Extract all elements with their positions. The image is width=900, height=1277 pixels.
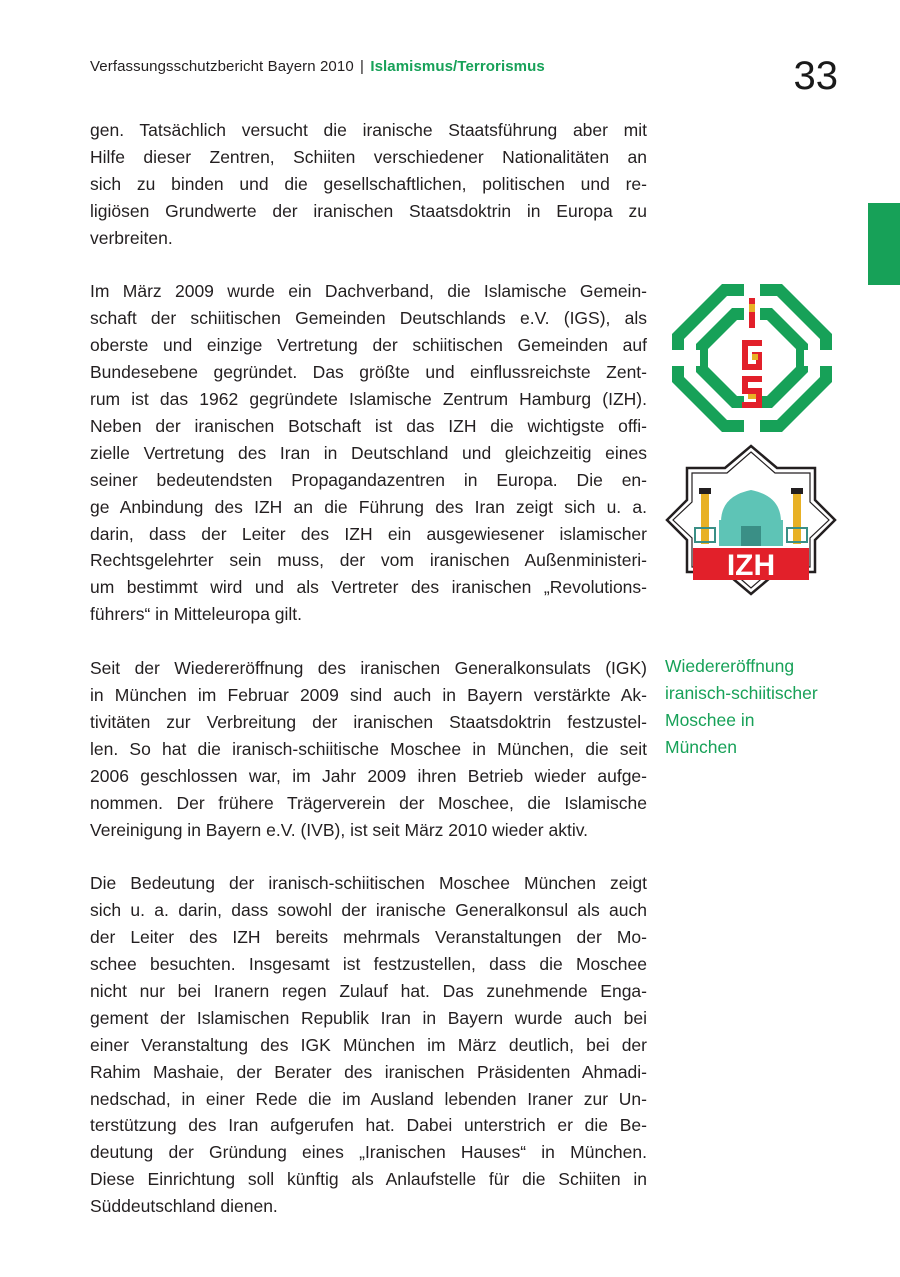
margin-note [665, 653, 818, 761]
text-line: Die Bedeutung der iranisch-schiitischen Moschee München zeigt [90, 873, 647, 894]
text-line: um bestimmt wird und als Vertreter des iranischen „Revolutions- [90, 577, 647, 598]
text-line: Rechtsgelehrter sein muss, der vom iranischen Außenministeri- [90, 550, 647, 571]
text-line: der Leiter des IZH bereits mehrmals Veranstaltungen der Mo- [90, 927, 647, 948]
text-line: nicht nur bei Iranern regen Zulauf hat. Das zunehmende Enga- [90, 980, 647, 1001]
paragraph-4 [90, 870, 647, 1220]
text-line: sich zu binden und die gesellschaftlichen, politischen und re- [90, 173, 647, 194]
section-tab-marker [868, 203, 900, 285]
text-line: oberste und einzige Vertretung der schiitischen Gemeinden auf [90, 335, 647, 356]
text-line: Hilfe dieser Zentren, Schiiten verschiedener Nationalitäten an [90, 146, 647, 167]
paragraph-1 [90, 117, 647, 252]
text-line: nedschad, in einer Rede die im Ausland lebenden Iraner zur Un- [90, 1088, 647, 1109]
text-line: terstützung des Iran aufgerufen hat. Dabei unterstrich er die Be- [90, 1115, 647, 1136]
text-line: tivitäten zur Verbreitung der iranischen Staatsdoktrin festzustel- [90, 711, 647, 732]
section-title: Islamismus/Terrorismus [370, 58, 545, 75]
report-title: Verfassungsschutzbericht Bayern 2010 [90, 58, 354, 75]
paragraph-2 [90, 278, 647, 628]
text-line: zielle Vertretung des Iran in Deutschland und gleichzeitig eines [90, 442, 647, 463]
text-line: verbreiten. [90, 227, 173, 248]
page-number: 33 [793, 54, 838, 98]
text-line: führers“ in Mitteleuropa gilt. [90, 604, 303, 625]
text-line: Diese Einrichtung soll künftig als Anlaufstelle für die Schiiten in [90, 1169, 647, 1190]
izh-logo [665, 444, 837, 596]
text-line: schaft der schiitischen Gemeinden Deutschlands e.V. (IGS), als [90, 308, 647, 329]
header-separator: | [360, 58, 365, 75]
body-text [90, 117, 647, 1247]
text-line: len. So hat die iranisch-schiitische Moschee in München, die seit [90, 738, 647, 759]
text-line: Im März 2009 wurde ein Dachverband, die Islamische Gemein- [90, 281, 647, 302]
izh-logo-text: IZH [726, 549, 776, 582]
text-line: schee besuchten. Insgesamt ist festzustellen, dass die Moschee [90, 954, 647, 975]
text-line: Neben der iranischen Botschaft ist das IZH die wichtigste offi- [90, 415, 647, 436]
text-line: rum ist das 1962 gegründete Islamische Zentrum Hamburg (IZH). [90, 389, 647, 410]
margin-note-line: iranisch-schiitischer [665, 683, 818, 703]
text-line: ge Anbindung des IZH an die Führung des Iran zeigt sich u. a. [90, 496, 647, 517]
text-line: Bundesebene gegründet. Das größte und einflussreichste Zent- [90, 362, 647, 383]
text-line: gement der Islamischen Republik Iran in Bayern wurde auch bei [90, 1007, 647, 1028]
text-line: Vereinigung in Bayern e.V. (IVB), ist seit März 2010 wieder aktiv. [90, 819, 589, 840]
text-line: Seit der Wiedereröffnung des iranischen Generalkonsulats (IGK) [90, 658, 647, 679]
text-line: gen. Tatsächlich versucht die iranische Staatsführung aber mit [90, 120, 647, 140]
igs-logo [672, 284, 832, 432]
text-line: seiner bedeutendsten Propagandazentren in Europa. Die en- [90, 469, 647, 490]
text-line: Rahim Mashaie, der Berater des iranischen Präsidenten Ahmadi- [90, 1061, 647, 1082]
margin-note-line: Wiedereröffnung [665, 656, 795, 676]
text-line: nommen. Der frühere Trägerverein der Moschee, die Islamische [90, 792, 647, 813]
text-line: einer Veranstaltung des IGK München im März deutlich, bei der [90, 1034, 647, 1055]
text-line: darin, dass der Leiter des IZH ein ausgewiesener islamischer [90, 523, 647, 544]
text-line: ligiösen Grundwerte der iranischen Staatsdoktrin in Europa zu [90, 200, 647, 221]
text-line: deutung der Gründung eines „Iranischen Hauses“ in München. [90, 1142, 647, 1163]
text-line: Süddeutschland dienen. [90, 1196, 278, 1217]
text-line: 2006 geschlossen war, im Jahr 2009 ihren Betrieb wieder aufge- [90, 765, 647, 786]
text-line: in München im Februar 2009 sind auch in Bayern verstärkte Ak- [90, 685, 647, 705]
text-line: sich u. a. darin, dass sowohl der iranische Generalkonsul als auch [90, 900, 647, 921]
margin-note-line: München [665, 737, 737, 757]
paragraph-3 [90, 655, 647, 843]
margin-note-line: Moschee in [665, 710, 755, 730]
running-header [90, 58, 545, 75]
